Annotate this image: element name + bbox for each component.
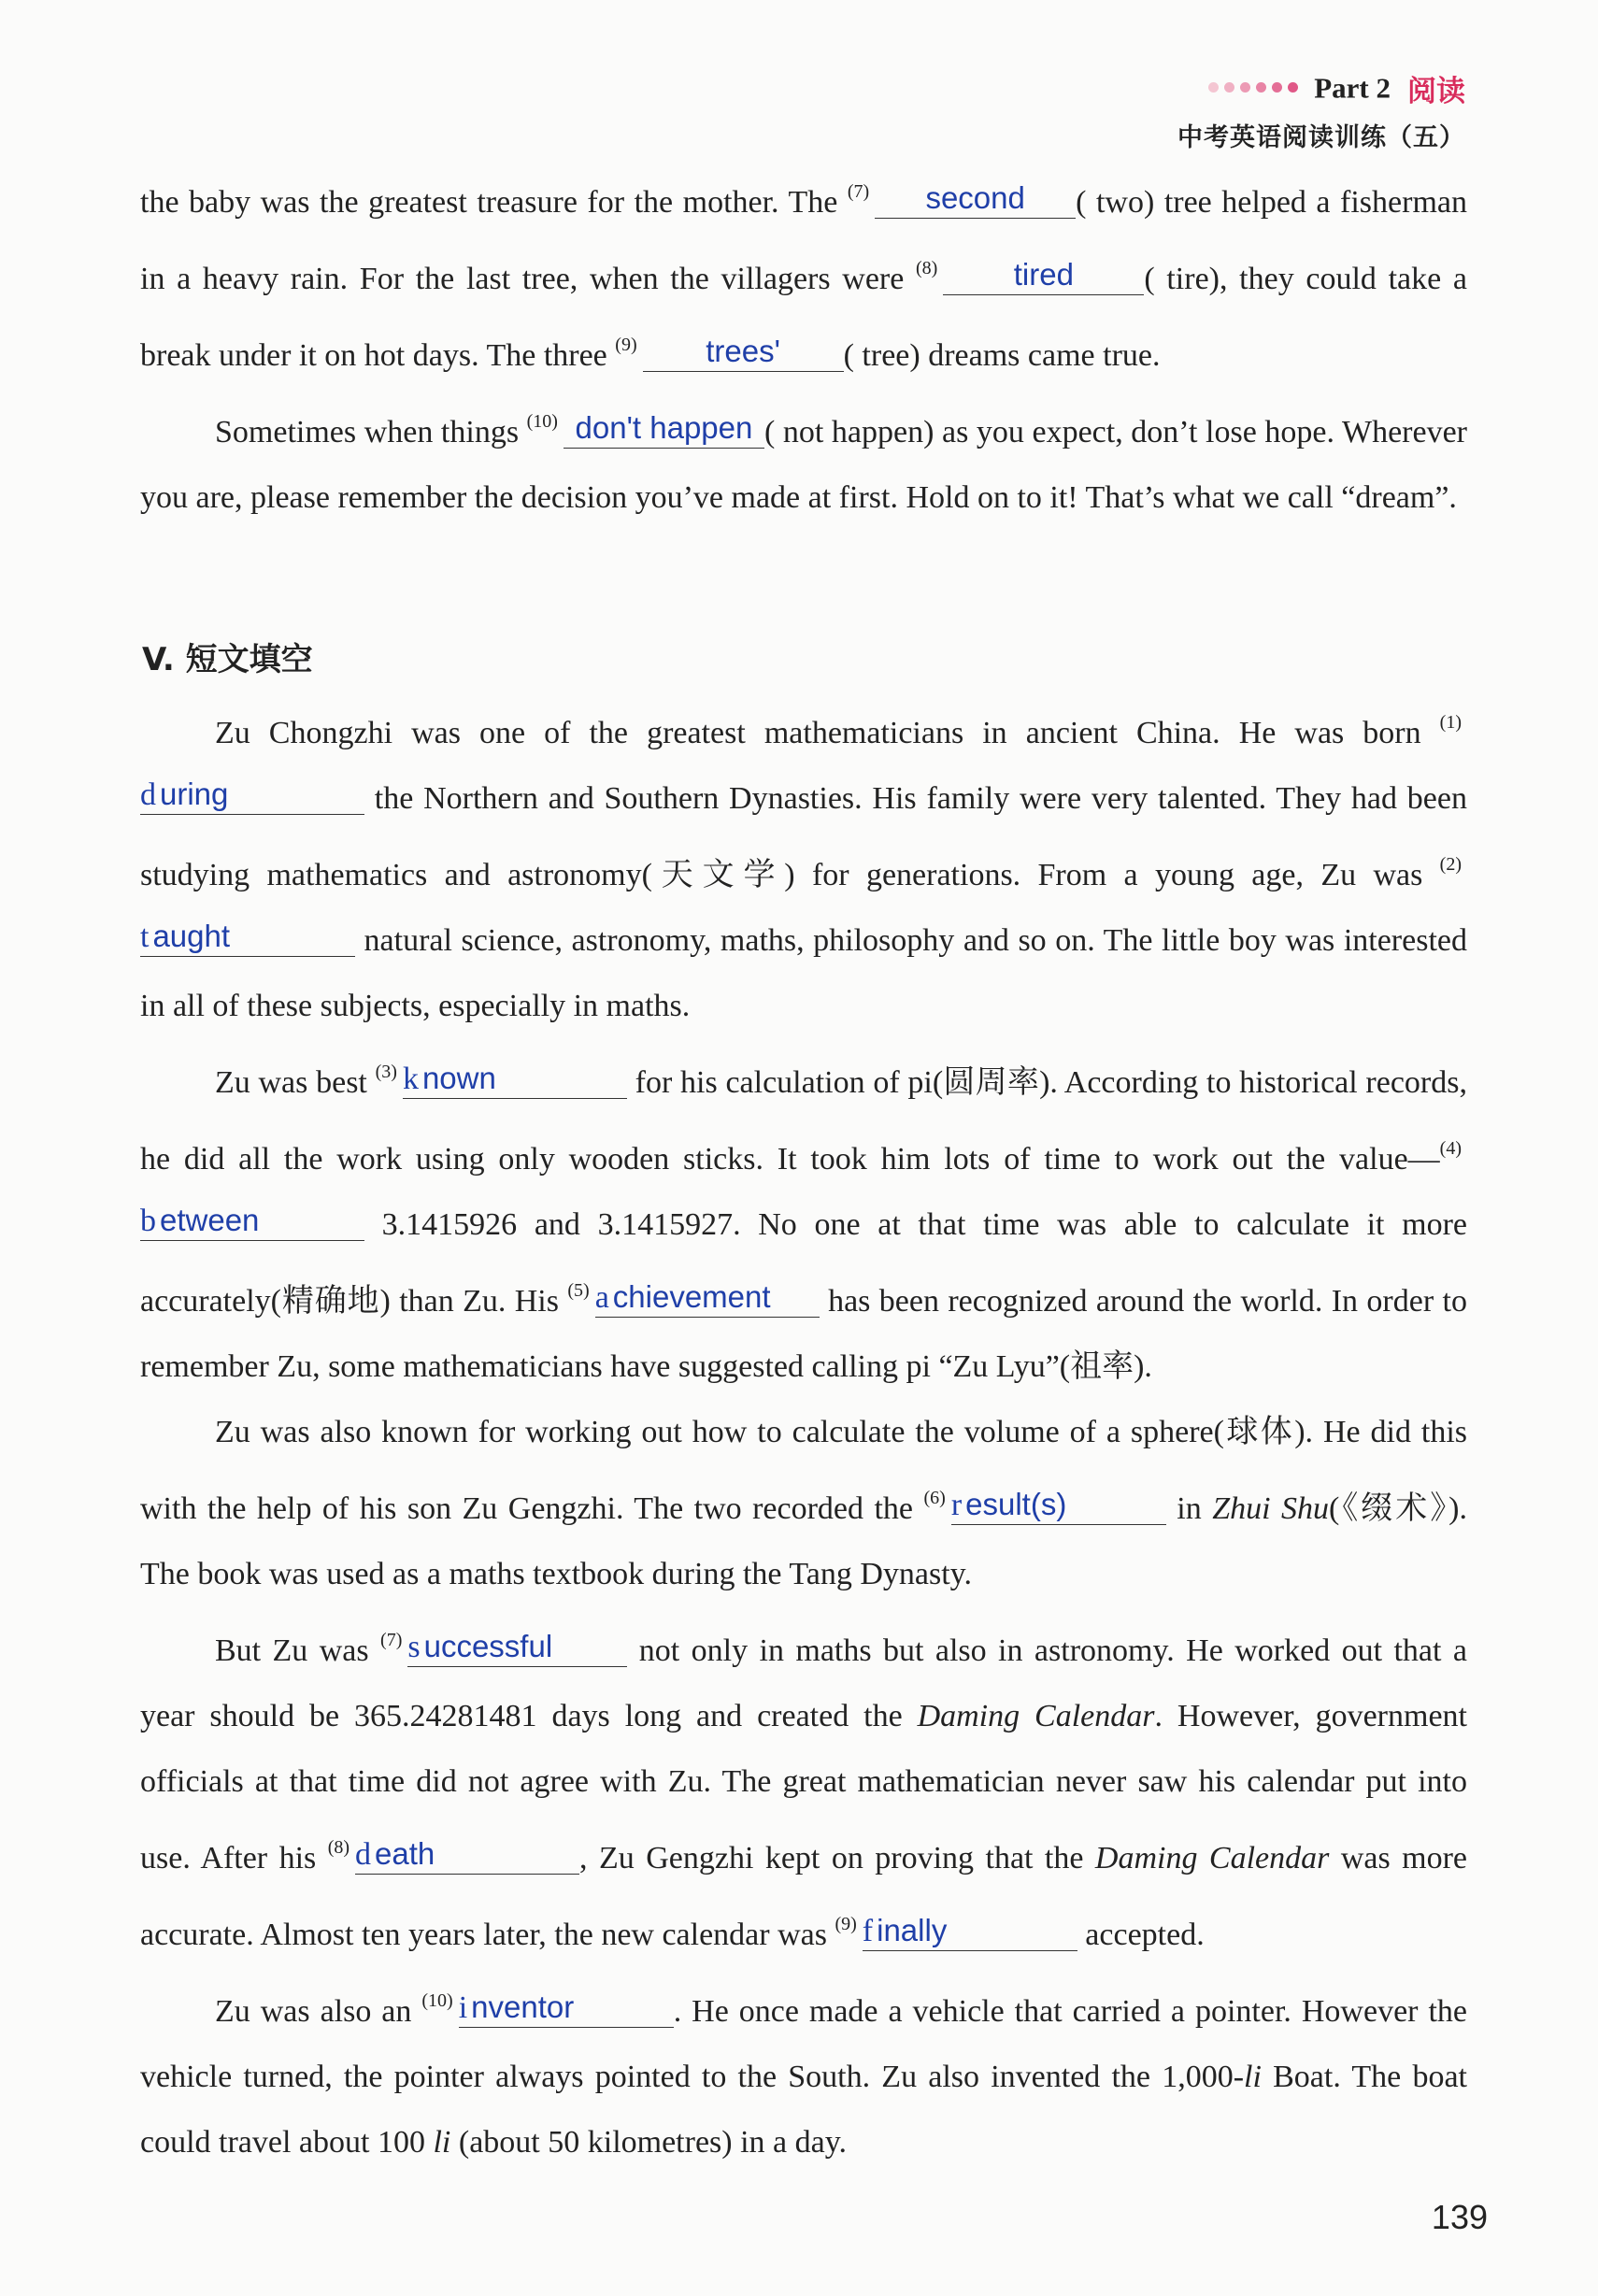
answer-blank[interactable]: trees' <box>643 333 844 372</box>
part-label: Part 2 <box>1314 71 1391 105</box>
answer-blank[interactable]: second <box>875 179 1076 219</box>
page-header <box>1177 67 1465 153</box>
dot-icon <box>1288 82 1298 93</box>
answer-blank[interactable]: don't happen <box>564 409 764 449</box>
answer-blank[interactable]: i nventor <box>459 1989 674 2028</box>
answer-blank[interactable]: s uccessful <box>407 1628 627 1667</box>
dot-icon <box>1224 82 1234 93</box>
paragraph: Sometimes when things $^{(10)}$ don't happen ( not happen) as you expect, don’t lose hope. Wherever you are, please remember the decision you’ve made at first. Hold on to it! That’s what we call “dream”. <box>140 410 1467 515</box>
paragraph: Zu was also known for working out how to calculate the volume of a sphere(球体). He did this with the help of his son Zu Gengzhi. The two recorded the $^{(6)}$ r esult(s) in Zhui Shu(《缀术》). The book was used as a maths textbook during the Tang Dynasty. <box>140 1415 1467 1591</box>
answer-blank[interactable]: d uring <box>140 776 364 815</box>
page-number: 139 <box>1431 2198 1488 2236</box>
dot-icon <box>1272 82 1282 93</box>
answer-blank[interactable]: f inally <box>863 1912 1077 1951</box>
section-label: 阅读 <box>1407 75 1465 108</box>
answer-blank[interactable]: a chievement <box>595 1278 820 1318</box>
passage-zu-chongzhi <box>140 690 1467 2175</box>
section-title: V. 短文填空 <box>142 641 313 678</box>
answer-blank[interactable]: r esult(s) <box>951 1486 1166 1525</box>
answer-blank[interactable]: d eath <box>355 1835 579 1875</box>
paragraph: Zu Chongzhi was one of the greatest mathematicians in ancient China. He was born $^{(1)}$d uring the Northern and Southern Dynasties. His family were very talented. They had been studying mathematics and astronomy(天文学) for generations. From a young age, Zu was $^{(2)}$t aught natural science, astronomy, maths, philosophy and so on. The little boy was interested in all of these subjects, especially in maths. <box>140 712 1467 1023</box>
paragraph: Zu was best $^{(3)}$ k nown for his calculation of pi(圆周率). According to historical records, he did all the work using only wooden sticks. It took him lots of time to work out the value—$^{(4)}$b etween 3.1415926 and 3.1415927. No one at that time was able to calculate it more accurately(精确地) than Zu. His $^{(5)}$ a chievement has been recognized around the world. In order to remember Zu, some mathematicians have suggested calling pi “Zu Lyu”(祖率). <box>140 1061 1467 1384</box>
passage-continuation <box>140 159 1467 531</box>
answer-blank[interactable]: tired <box>943 256 1144 295</box>
dot-icon <box>1240 82 1250 93</box>
decorative-dots <box>1206 80 1301 97</box>
paragraph: But Zu was $^{(7)}$ s uccessful not only in maths but also in astronomy. He worked out that a year should be 365.24281481 days long and created the Daming Calendar. However, government officials at that time did not agree with Zu. The great mathematician never saw his calendar put into use. After his $^{(8)}$ d eath , Zu Gengzhi kept on proving that the Daming Calendar was more accurate. Almost ten years later, the new calendar was $^{(9)}$ f inally accepted. <box>140 1629 1468 1952</box>
paragraph: the baby was the greatest treasure for the mother. The $^{(7)}$ second ( two) tree helped a fisherman in a heavy rain. For the last tree, when the villagers were $^{(8)}$ tired ( tire), they could take a break under it on hot days. The three $^{(9)}$ trees' ( tree) dreams came true. <box>140 180 1468 373</box>
answer-blank[interactable]: b etween <box>140 1202 364 1241</box>
answer-blank[interactable]: t aught <box>140 918 355 957</box>
answer-blank[interactable]: k nown <box>403 1060 627 1099</box>
dot-icon <box>1256 82 1266 93</box>
dot-icon <box>1208 82 1219 93</box>
page-subtitle: 中考英语阅读训练（五） <box>1177 123 1465 152</box>
paragraph: Zu was also an $^{(10)}$ i nventor . He once made a vehicle that carried a pointer. However the vehicle turned, the pointer always pointed to the South. Zu also invented the 1,000-li Boat. The boat could travel about 100 li (about 50 kilometres) in a day. <box>140 1989 1467 2160</box>
